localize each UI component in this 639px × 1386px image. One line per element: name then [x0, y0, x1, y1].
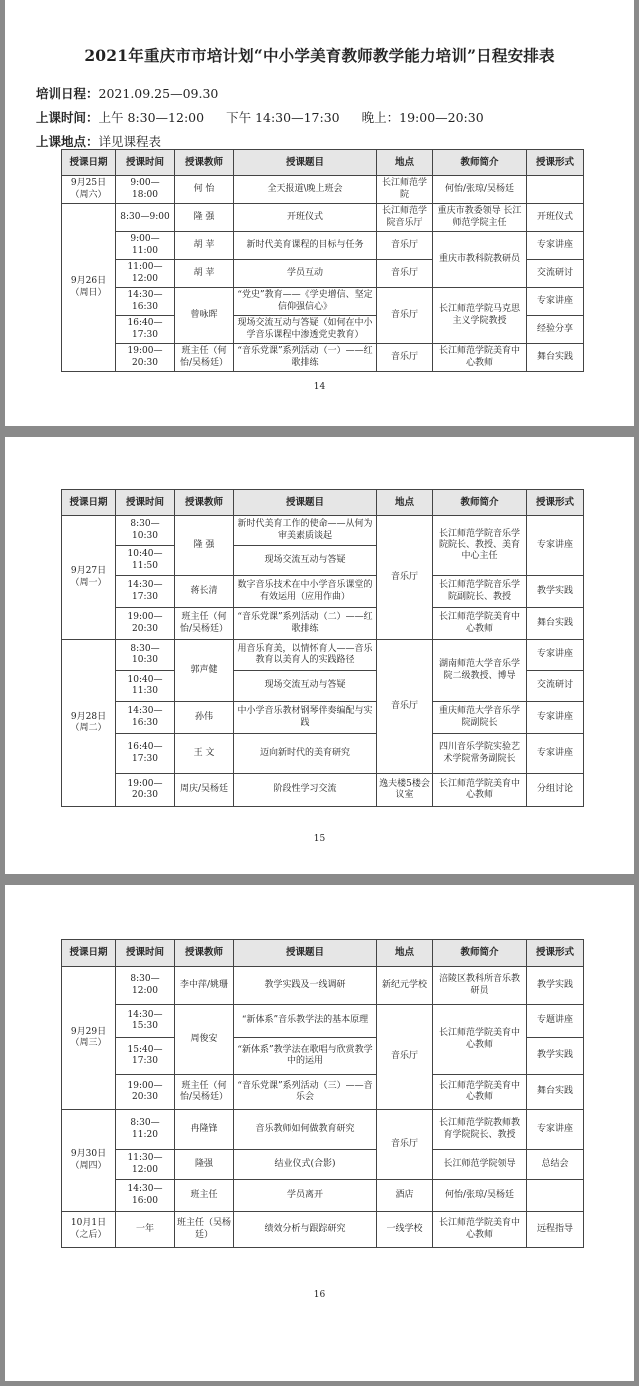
cell-format: 开班仪式	[527, 204, 584, 232]
cell-teacher: 隆 强	[175, 516, 234, 576]
header-time: 授课时间	[116, 490, 175, 516]
header-format: 授课形式	[527, 940, 584, 967]
cell-teacher: 周俊安	[175, 1005, 234, 1075]
cell-place: 音乐厅	[377, 640, 433, 774]
cell-place: 酒店	[377, 1180, 433, 1212]
table-row	[62, 344, 584, 372]
table-row	[62, 516, 584, 546]
cell-topic: 用音乐育美，以情怀育人——音乐教育以美育人的实践路径	[234, 640, 377, 671]
page-16	[5, 885, 634, 1381]
page-14	[5, 0, 634, 426]
cell-time: 8:30—10:30	[116, 640, 175, 671]
cell-place: 音乐厅	[377, 288, 433, 344]
cell-time: 8:30—12:00	[116, 967, 175, 1005]
cell-teacher: 胡 苹	[175, 232, 234, 260]
cell-teacher: 隆强	[175, 1150, 234, 1180]
cell-teacher: 周庆/吴杨廷	[175, 774, 234, 807]
cell-format: 交流研讨	[527, 260, 584, 288]
cell-intro: 重庆市教科院教研员	[433, 232, 527, 288]
cell-intro: 重庆师范大学音乐学院副院长	[433, 702, 527, 734]
table-row	[62, 232, 584, 260]
cell-intro: 何怡/张琼/吴杨廷	[433, 1180, 527, 1212]
cell-topic: 现场交流互动与答疑	[234, 671, 377, 702]
cell-teacher: 孙伟	[175, 702, 234, 734]
cell-place: 长江师范学院	[377, 176, 433, 204]
cell-topic: 中小学音乐教材钢琴伴奏编配与实践	[234, 702, 377, 734]
header-date: 授课日期	[62, 150, 116, 176]
cell-format: 专家讲座	[527, 516, 584, 576]
table-row	[62, 608, 584, 640]
schedule-table-p16	[61, 939, 584, 1248]
table-header-row	[62, 150, 584, 176]
table-row	[62, 1075, 584, 1110]
cell-topic: “音乐党课”系列活动（一）——红歌排练	[234, 344, 377, 372]
cell-intro: 长江师范学院美育中心教师	[433, 1075, 527, 1110]
header-date: 授课日期	[62, 940, 116, 967]
cell-topic: “新体系”音乐教学法的基本原理	[234, 1005, 377, 1038]
cell-teacher: 蒋长清	[175, 576, 234, 608]
cell-time: 14:30—16:30	[116, 288, 175, 316]
cell-topic: 绩效分析与跟踪研究	[234, 1212, 377, 1248]
cell-topic: 教学实践及一线调研	[234, 967, 377, 1005]
cell-place: 音乐厅	[377, 344, 433, 372]
cell-intro: 长江师范学院美育中心教师	[433, 608, 527, 640]
table-row	[62, 967, 584, 1005]
cell-teacher: 冉隆锋	[175, 1110, 234, 1150]
table-header-row	[62, 490, 584, 516]
cell-topic: 新时代美育工作的使命——从何为审美素质谈起	[234, 516, 377, 546]
cell-intro: 何怡/张琼/吴杨廷	[433, 176, 527, 204]
cell-topic: “音乐党课”系列活动（二）——红歌排练	[234, 608, 377, 640]
cell-topic: 现场交流互动与答疑（如何在中小学音乐课程中渗透党史教育）	[234, 316, 377, 344]
cell-date: 9月29日（周三）	[62, 967, 116, 1110]
cell-time: 16:40—17:30	[116, 316, 175, 344]
cell-intro: 四川音乐学院实验艺术学院常务副院长	[433, 734, 527, 774]
cell-topic: 迈向新时代的美育研究	[234, 734, 377, 774]
cell-time: 11:30—12:00	[116, 1150, 175, 1180]
header-place: 地点	[377, 490, 433, 516]
cell-intro: 长江师范学院音乐学院院长、教授、美育中心主任	[433, 516, 527, 576]
cell-date: 9月25日（周六）	[62, 176, 116, 204]
cell-format: 专家讲座	[527, 288, 584, 316]
table-row	[62, 576, 584, 608]
cell-time: 19:00—20:30	[116, 608, 175, 640]
cell-intro: 长江师范学院美育中心教师	[433, 344, 527, 372]
cell-time: 9:00—11:00	[116, 232, 175, 260]
header-place: 地点	[377, 940, 433, 967]
cell-topic: 学员互动	[234, 260, 377, 288]
cell-topic: “党史”教育——《学史增信、坚定信仰强信心》	[234, 288, 377, 316]
cell-topic: 阶段性学习交流	[234, 774, 377, 807]
cell-topic: 开班仪式	[234, 204, 377, 232]
cell-place: 音乐厅	[377, 1110, 433, 1180]
cell-format: 舞台实践	[527, 608, 584, 640]
table-row	[62, 734, 584, 774]
cell-topic: 全天报道\晚上班会	[234, 176, 377, 204]
header-topic: 授课题目	[234, 940, 377, 967]
cell-time: 19:00—20:30	[116, 774, 175, 807]
cell-intro: 长江师范学院美育中心教师	[433, 1005, 527, 1075]
training-dates: 培训日程：2021.09.25—09.30	[36, 86, 219, 101]
cell-format: 经验分享	[527, 316, 584, 344]
table-row	[62, 1180, 584, 1212]
cell-teacher: 班主任（吴杨廷）	[175, 1212, 234, 1248]
header-time: 授课时间	[116, 940, 175, 967]
document-title: 2021年重庆市市培计划“中小学美育教师教学能力培训”日程安排表	[84, 46, 555, 65]
table-header-row	[62, 940, 584, 967]
header-topic: 授课题目	[234, 150, 377, 176]
cell-place: 音乐厅	[377, 1005, 433, 1110]
cell-format: 总结会	[527, 1150, 584, 1180]
cell-date: 9月28日（周二）	[62, 640, 116, 807]
cell-date: 9月27日（周一）	[62, 516, 116, 640]
cell-time: 8:30—11:20	[116, 1110, 175, 1150]
cell-topic: 现场交流互动与答疑	[234, 546, 377, 576]
cell-format: 舞台实践	[527, 344, 584, 372]
cell-time: 8:30—9:00	[116, 204, 175, 232]
cell-format: 专家讲座	[527, 232, 584, 260]
cell-time: 9:00—18:00	[116, 176, 175, 204]
cell-time: 10:40—11:50	[116, 546, 175, 576]
table-row	[62, 1212, 584, 1248]
cell-intro: 涪陵区教科所音乐教研员	[433, 967, 527, 1005]
table-row	[62, 1110, 584, 1150]
cell-topic: 数字音乐技术在中小学音乐课堂的有效运用（应用作曲）	[234, 576, 377, 608]
cell-intro: 湖南师范大学音乐学院二级教授、博导	[433, 640, 527, 702]
table-row	[62, 176, 584, 204]
class-time: 上课时间：上午 8:30—12:00 下午 14:30—17:30 晚上：19:00—20:30	[36, 110, 484, 125]
cell-place: 音乐厅	[377, 260, 433, 288]
table-row	[62, 1150, 584, 1180]
cell-time: 一年	[116, 1212, 175, 1248]
cell-intro: 长江师范学院音乐学院副院长、教授	[433, 576, 527, 608]
cell-format: 教学实践	[527, 967, 584, 1005]
cell-teacher: 李中萍/姚珊	[175, 967, 234, 1005]
page-15	[5, 437, 634, 874]
cell-place: 音乐厅	[377, 232, 433, 260]
cell-intro: 重庆市教委领导 长江师范学院主任	[433, 204, 527, 232]
cell-time: 19:00—20:30	[116, 344, 175, 372]
cell-teacher: 曾咏晖	[175, 288, 234, 344]
header-place: 地点	[377, 150, 433, 176]
cell-time: 14:30—15:30	[116, 1005, 175, 1038]
cell-topic: 新时代美育课程的目标与任务	[234, 232, 377, 260]
cell-intro: 长江师范学院美育中心教师	[433, 1212, 527, 1248]
cell-format: 分组讨论	[527, 774, 584, 807]
cell-topic: 结业仪式(合影)	[234, 1150, 377, 1180]
schedule-table-p14	[61, 149, 584, 372]
cell-place: 音乐厅	[377, 516, 433, 640]
cell-teacher: 何 怡	[175, 176, 234, 204]
cell-time: 11:00—12:00	[116, 260, 175, 288]
cell-format: 远程指导	[527, 1212, 584, 1248]
table-row	[62, 204, 584, 232]
cell-format: 专家讲座	[527, 640, 584, 671]
table-row	[62, 1005, 584, 1038]
cell-teacher: 隆 强	[175, 204, 234, 232]
page-number: 14	[313, 382, 326, 392]
cell-time: 8:30—10:30	[116, 516, 175, 546]
header-format: 授课形式	[527, 150, 584, 176]
header-teacher: 授课教师	[175, 940, 234, 967]
schedule-table-p15	[61, 489, 584, 807]
cell-teacher: 班主任（何怡/吴杨廷）	[175, 1075, 234, 1110]
cell-teacher: 王 文	[175, 734, 234, 774]
cell-time: 14:30—16:00	[116, 1180, 175, 1212]
cell-format	[527, 176, 584, 204]
cell-place: 长江师范学院音乐厅	[377, 204, 433, 232]
table-row	[62, 774, 584, 807]
table-row	[62, 288, 584, 316]
cell-topic: “音乐党课”系列活动（三）——音乐会	[234, 1075, 377, 1110]
cell-teacher: 郭声健	[175, 640, 234, 702]
cell-format	[527, 1180, 584, 1212]
header-topic: 授课题目	[234, 490, 377, 516]
cell-date: 10月1日（之后）	[62, 1212, 116, 1248]
cell-topic: 音乐教师如何做教育研究	[234, 1110, 377, 1150]
cell-intro: 长江师范学院领导	[433, 1150, 527, 1180]
cell-format: 专家讲座	[527, 734, 584, 774]
header-date: 授课日期	[62, 490, 116, 516]
cell-format: 教学实践	[527, 576, 584, 608]
header-teacher: 授课教师	[175, 150, 234, 176]
cell-date: 9月26日（周日）	[62, 204, 116, 372]
cell-teacher: 班主任（何怡/吴杨廷）	[175, 344, 234, 372]
cell-time: 15:40—17:30	[116, 1038, 175, 1075]
cell-format: 专题讲座	[527, 1005, 584, 1038]
cell-format: 专家讲座	[527, 1110, 584, 1150]
cell-intro: 长江师范学院美育中心教师	[433, 774, 527, 807]
cell-topic: “新体系”教学法在歌唱与欣赏教学中的运用	[234, 1038, 377, 1075]
header-intro: 教师简介	[433, 150, 527, 176]
header-intro: 教师简介	[433, 490, 527, 516]
header-format: 授课形式	[527, 490, 584, 516]
cell-teacher: 胡 苹	[175, 260, 234, 288]
cell-time: 14:30—16:30	[116, 702, 175, 734]
page-number: 15	[313, 834, 326, 844]
header-time: 授课时间	[116, 150, 175, 176]
cell-teacher: 班主任	[175, 1180, 234, 1212]
table-row	[62, 640, 584, 671]
cell-format: 教学实践	[527, 1038, 584, 1075]
header-teacher: 授课教师	[175, 490, 234, 516]
cell-time: 19:00—20:30	[116, 1075, 175, 1110]
cell-place: 逸夫楼5楼会议室	[377, 774, 433, 807]
cell-intro: 长江师范学院马克思主义学院教授	[433, 288, 527, 344]
class-location: 上课地点：详见课程表	[36, 134, 162, 149]
header-intro: 教师简介	[433, 940, 527, 967]
cell-place: 新纪元学校	[377, 967, 433, 1005]
cell-place: 一线学校	[377, 1212, 433, 1248]
cell-time: 10:40—11:30	[116, 671, 175, 702]
cell-date: 9月30日（周四）	[62, 1110, 116, 1212]
cell-format: 专家讲座	[527, 702, 584, 734]
page-number: 16	[313, 1290, 326, 1300]
cell-intro: 长江师范学院教师教育学院院长、教授	[433, 1110, 527, 1150]
cell-format: 交流研讨	[527, 671, 584, 702]
cell-topic: 学员离开	[234, 1180, 377, 1212]
cell-time: 16:40—17:30	[116, 734, 175, 774]
table-row	[62, 702, 584, 734]
cell-time: 14:30—17:30	[116, 576, 175, 608]
cell-teacher: 班主任（何怡/吴杨廷）	[175, 608, 234, 640]
cell-format: 舞台实践	[527, 1075, 584, 1110]
